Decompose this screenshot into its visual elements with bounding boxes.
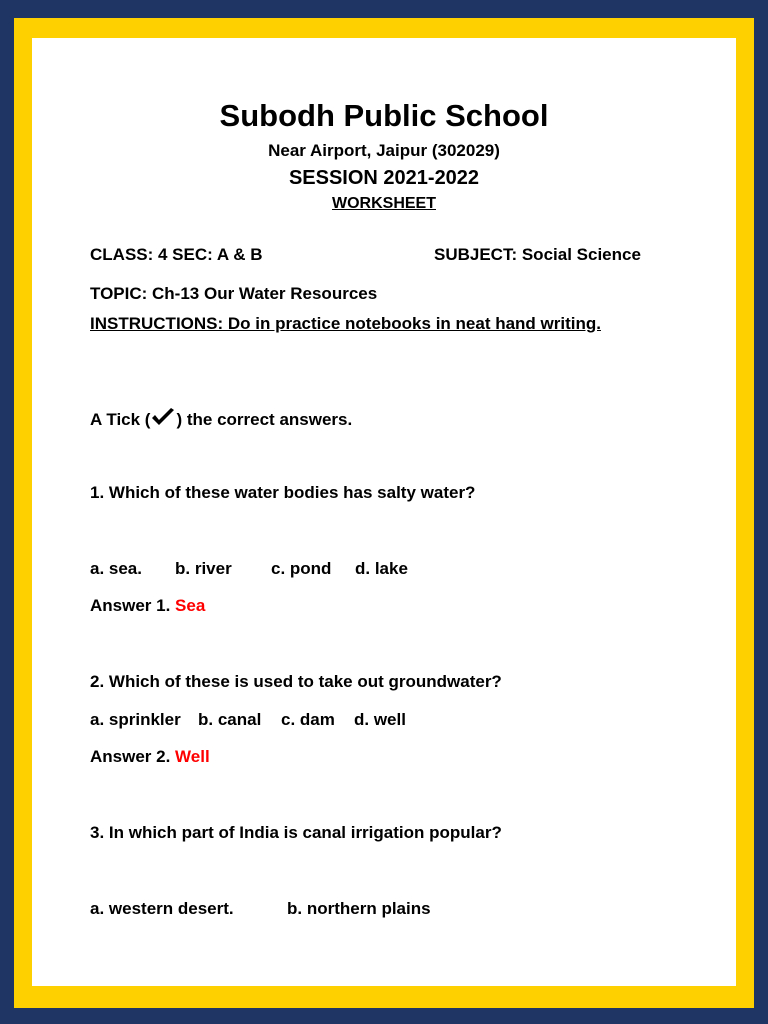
worksheet-page xyxy=(32,38,736,986)
question-2-option-b: b. canal xyxy=(198,710,262,729)
instructions: INSTRUCTIONS: Do in practice notebooks in neat hand writing. xyxy=(90,314,601,333)
school-name: Subodh Public School xyxy=(219,98,549,133)
topic: TOPIC: Ch-13 Our Water Resources xyxy=(90,284,378,303)
worksheet-heading: WORKSHEET xyxy=(332,195,436,212)
answer-1 xyxy=(90,596,205,616)
question-3: 3. In which part of India is canal irrigation popular? xyxy=(90,823,502,842)
question-2: 2. Which of these is used to take out groundwater? xyxy=(90,672,502,691)
answer-2 xyxy=(90,747,210,767)
question-2-option-a: a. sprinkler xyxy=(90,710,181,729)
section-heading xyxy=(90,407,352,432)
question-1-option-b: b. river xyxy=(175,559,232,578)
question-2-option-d: d. well xyxy=(354,710,406,729)
section-suffix: ) the correct answers. xyxy=(176,410,353,429)
question-1-option-a: a. sea. xyxy=(90,559,142,578)
subject: SUBJECT: Social Science xyxy=(434,245,641,264)
question-1-option-c: c. pond xyxy=(271,559,332,578)
answer-2-label: Answer 2. xyxy=(90,747,176,766)
class-section: CLASS: 4 SEC: A & B xyxy=(90,245,263,264)
question-1-option-d: d. lake xyxy=(355,559,408,578)
answer-1-value: Sea xyxy=(175,596,206,615)
session: SESSION 2021-2022 xyxy=(288,167,480,189)
question-2-option-c: c. dam xyxy=(281,710,335,729)
check-mark-icon xyxy=(150,407,176,432)
question-1: 1. Which of these water bodies has salty water? xyxy=(90,483,476,502)
answer-2-value: Well xyxy=(175,747,210,766)
section-prefix: A Tick ( xyxy=(90,410,151,429)
question-3-option-a: a. western desert. xyxy=(90,899,234,918)
question-3-option-b: b. northern plains xyxy=(287,899,431,918)
answer-1-label: Answer 1. xyxy=(90,596,176,615)
school-address: Near Airport, Jaipur (302029) xyxy=(268,141,500,160)
